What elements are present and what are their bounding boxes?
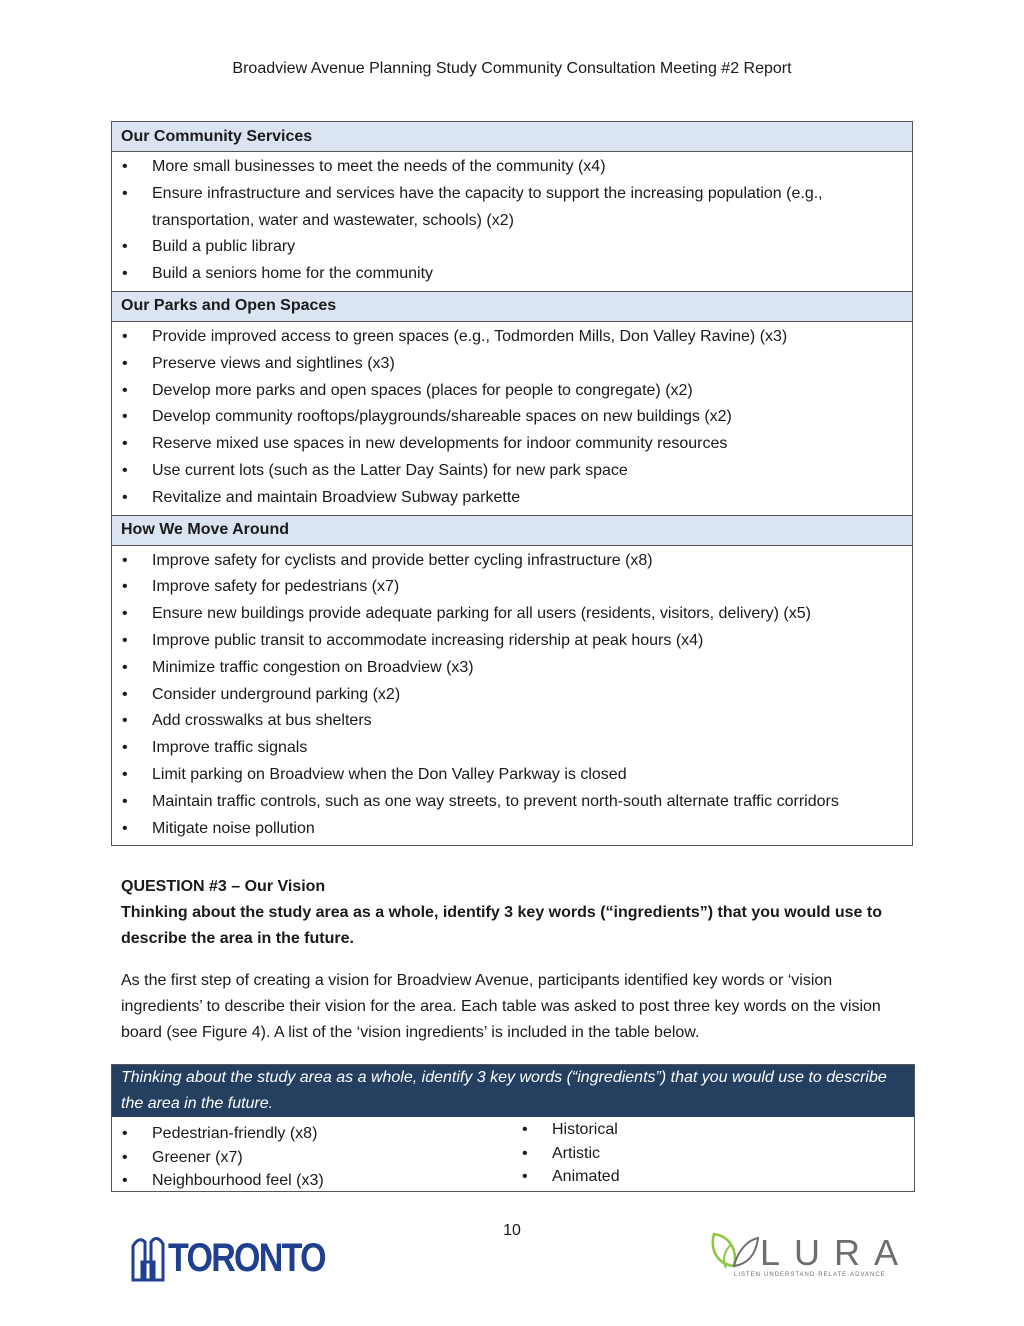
list-item: • Limit parking on Broadview when the Don Valley Parkway is closed (112, 762, 912, 789)
vision-item: • Pedestrian-friendly (x8) (112, 1122, 512, 1146)
section-heading: How We Move Around (112, 515, 913, 545)
section-heading: Our Community Services (112, 122, 913, 152)
vision-item: • Historical (512, 1118, 912, 1142)
vision-item: • Artistic (512, 1142, 912, 1166)
list-item: • Minimize traffic congestion on Broadview (x3) (112, 655, 912, 682)
list-item: • Ensure infrastructure and services have the capacity to support the increasing population (e.g., transportation, water and wastewater, schools) (x2) (112, 181, 912, 235)
list-item: • Reserve mixed use spaces in new developments for indoor community resources (112, 431, 912, 458)
list-item: • Preserve views and sightlines (x3) (112, 351, 912, 378)
vision-list (512, 1118, 912, 1189)
vision-item: • Greener (x7) (112, 1146, 512, 1170)
list-item: • Ensure new buildings provide adequate parking for all users (residents, visitors, delivery) (x5) (112, 601, 912, 628)
lura-tagline: LISTEN·UNDERSTAND·RELATE·ADVANCE (734, 1272, 886, 1278)
list-item: • Build a seniors home for the community (112, 261, 912, 288)
lura-logo-text: LURA (760, 1232, 913, 1273)
list-item: • Consider underground parking (x2) (112, 682, 912, 709)
intro-paragraph: As the first step of creating a vision for Broadview Avenue, participants identified key words or ‘vision ingredients’ to describe their vision for the area. Each table was asked to post three key words on the vision board (see Figure 4). A list of the ‘vision ingredients’ is included in the table below. (121, 972, 881, 1041)
section-items-cell (112, 545, 913, 846)
vision-table (111, 1064, 915, 1192)
list-item: • Improve traffic signals (112, 735, 912, 762)
bullet-list (112, 324, 912, 512)
section-heading: Our Parks and Open Spaces (112, 291, 913, 321)
list-item: • Use current lots (such as the Latter Day Saints) for new park space (112, 458, 912, 485)
section-body-row (112, 321, 913, 515)
list-item: • More small businesses to meet the needs of the community (x4) (112, 154, 912, 181)
bullet-list (112, 548, 912, 843)
vision-item: • Neighbourhood feel (x3) (112, 1169, 512, 1193)
page-number: 10 (503, 1222, 521, 1239)
section-header-row (112, 122, 913, 152)
list-item: • Mitigate noise pollution (112, 816, 912, 843)
section-items-cell (112, 152, 913, 292)
toronto-logo (130, 1232, 325, 1284)
vision-table-body (112, 1117, 914, 1191)
list-item: • Improve safety for pedestrians (x7) (112, 574, 912, 601)
list-item: • Provide improved access to green spaces (e.g., Todmorden Mills, Don Valley Ravine) (x3) (112, 324, 912, 351)
section-items-cell (112, 321, 913, 515)
list-item: • Build a public library (112, 234, 912, 261)
section-header-row (112, 291, 913, 321)
list-item: • Develop more parks and open spaces (places for people to congregate) (x2) (112, 378, 912, 405)
question-text: Thinking about the study area as a whole, identify 3 key words (“ingredients”) that you would use to describe the area in the future. (121, 904, 882, 947)
vision-column-left (112, 1117, 512, 1191)
list-item: • Add crosswalks at bus shelters (112, 708, 912, 735)
vision-column-right (512, 1117, 912, 1191)
page-header: Broadview Avenue Planning Study Community Consultation Meeting #2 Report (232, 60, 792, 77)
list-item: • Maintain traffic controls, such as one way streets, to prevent north-south alternate traffic corridors (112, 789, 912, 816)
section-body-row (112, 545, 913, 846)
list-item: • Improve safety for cyclists and provide better cycling infrastructure (x8) (112, 548, 912, 575)
lura-logo (708, 1226, 913, 1284)
list-item: • Develop community rooftops/playgrounds/shareable spaces on new buildings (x2) (112, 404, 912, 431)
vision-list (112, 1122, 512, 1193)
list-item: • Improve public transit to accommodate increasing ridership at peak hours (x4) (112, 628, 912, 655)
question-title: QUESTION #3 – Our Vision (121, 878, 326, 895)
list-item: • Revitalize and maintain Broadview Subway parkette (112, 485, 912, 512)
community-table (111, 121, 913, 846)
vision-item: • Animated (512, 1165, 912, 1189)
bullet-list (112, 154, 912, 288)
leaf-icon (708, 1226, 760, 1272)
toronto-logo-text: TORONTO (168, 1236, 325, 1280)
section-body-row (112, 152, 913, 292)
city-hall-icon (130, 1232, 166, 1282)
question-block (121, 874, 911, 1046)
vision-table-heading: Thinking about the study area as a whole, identify 3 key words (“ingredients”) that you would use to describe the area in the future. (112, 1065, 914, 1117)
section-header-row (112, 515, 913, 545)
